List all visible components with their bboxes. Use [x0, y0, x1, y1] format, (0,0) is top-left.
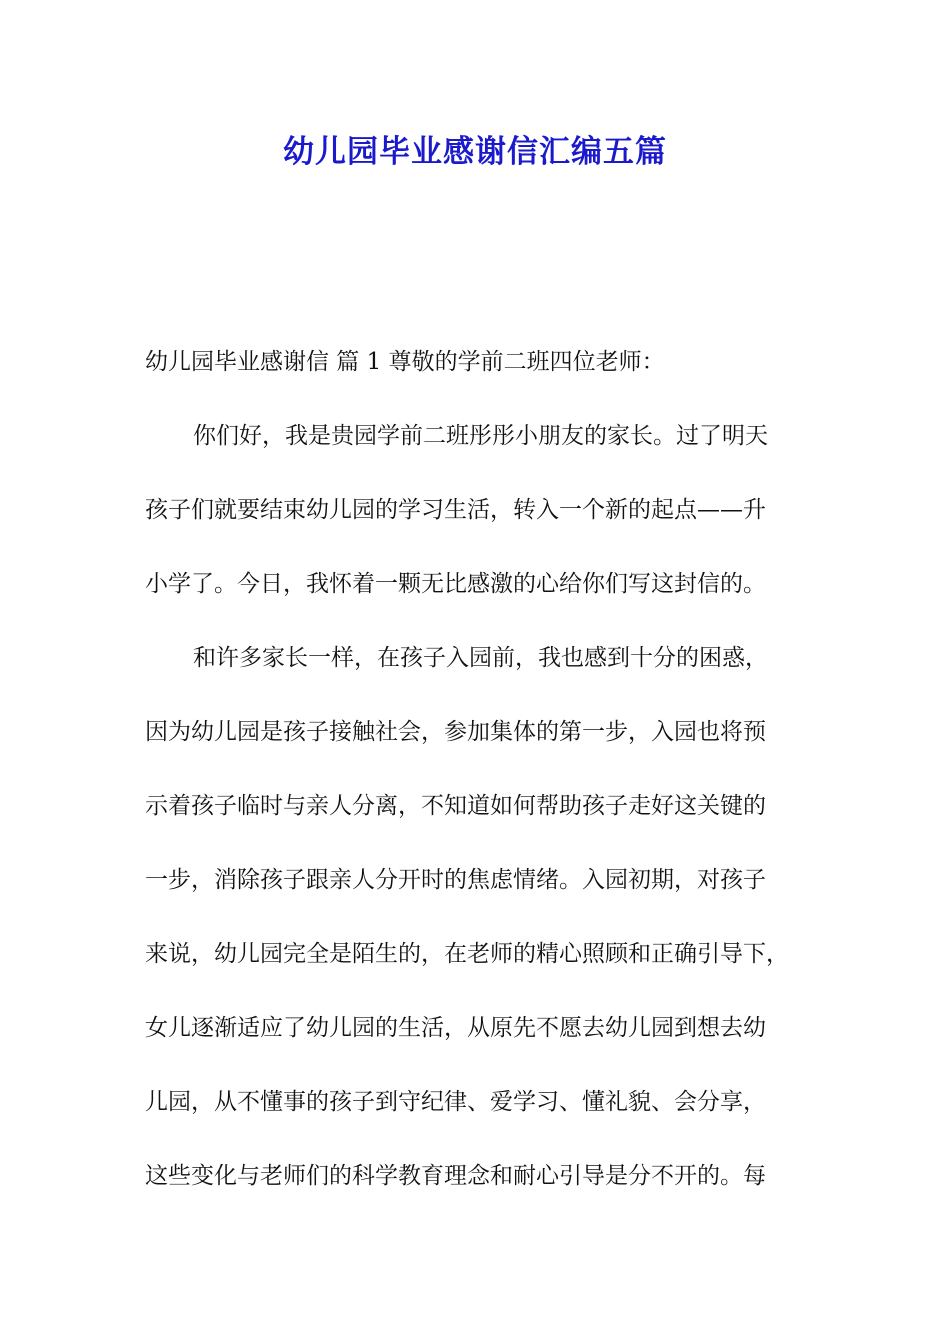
body-line: 儿园，从不懂事的孩子到守纪律、爱学习、懂礼貌、会分享， — [145, 1089, 766, 1115]
body-line: 这些变化与老师们的科学教育理念和耐心引导是分不开的。每 — [145, 1163, 766, 1189]
body-line: 女儿逐渐适应了幼儿园的生活，从原先不愿去幼儿园到想去幼 — [145, 1015, 766, 1041]
salutation-line: 幼儿园毕业感谢信 篇 1 尊敬的学前二班四位老师： — [145, 349, 665, 375]
body-line: 示着孩子临时与亲人分离，不知道如何帮助孩子走好这关键的 — [145, 793, 766, 819]
body-line: 因为幼儿园是孩子接触社会，参加集体的第一步，入园也将预 — [145, 719, 766, 745]
body-line: 和许多家长一样，在孩子入园前，我也感到十分的困惑， — [193, 645, 768, 671]
body-line: 你们好，我是贵园学前二班彤彤小朋友的家长。过了明天 — [193, 423, 768, 449]
body-line: 小学了。今日，我怀着一颗无比感激的心给你们写这封信的。 — [145, 571, 766, 597]
body-line: 一步，消除孩子跟亲人分开时的焦虑情绪。入园初期，对孩子 — [145, 867, 766, 893]
body-line: 孩子们就要结束幼儿园的学习生活，转入一个新的起点——升 — [145, 497, 766, 523]
body-line: 来说，幼儿园完全是陌生的，在老师的精心照顾和正确引导下， — [145, 941, 789, 967]
document-title: 幼儿园毕业感谢信汇编五篇 — [283, 134, 667, 170]
